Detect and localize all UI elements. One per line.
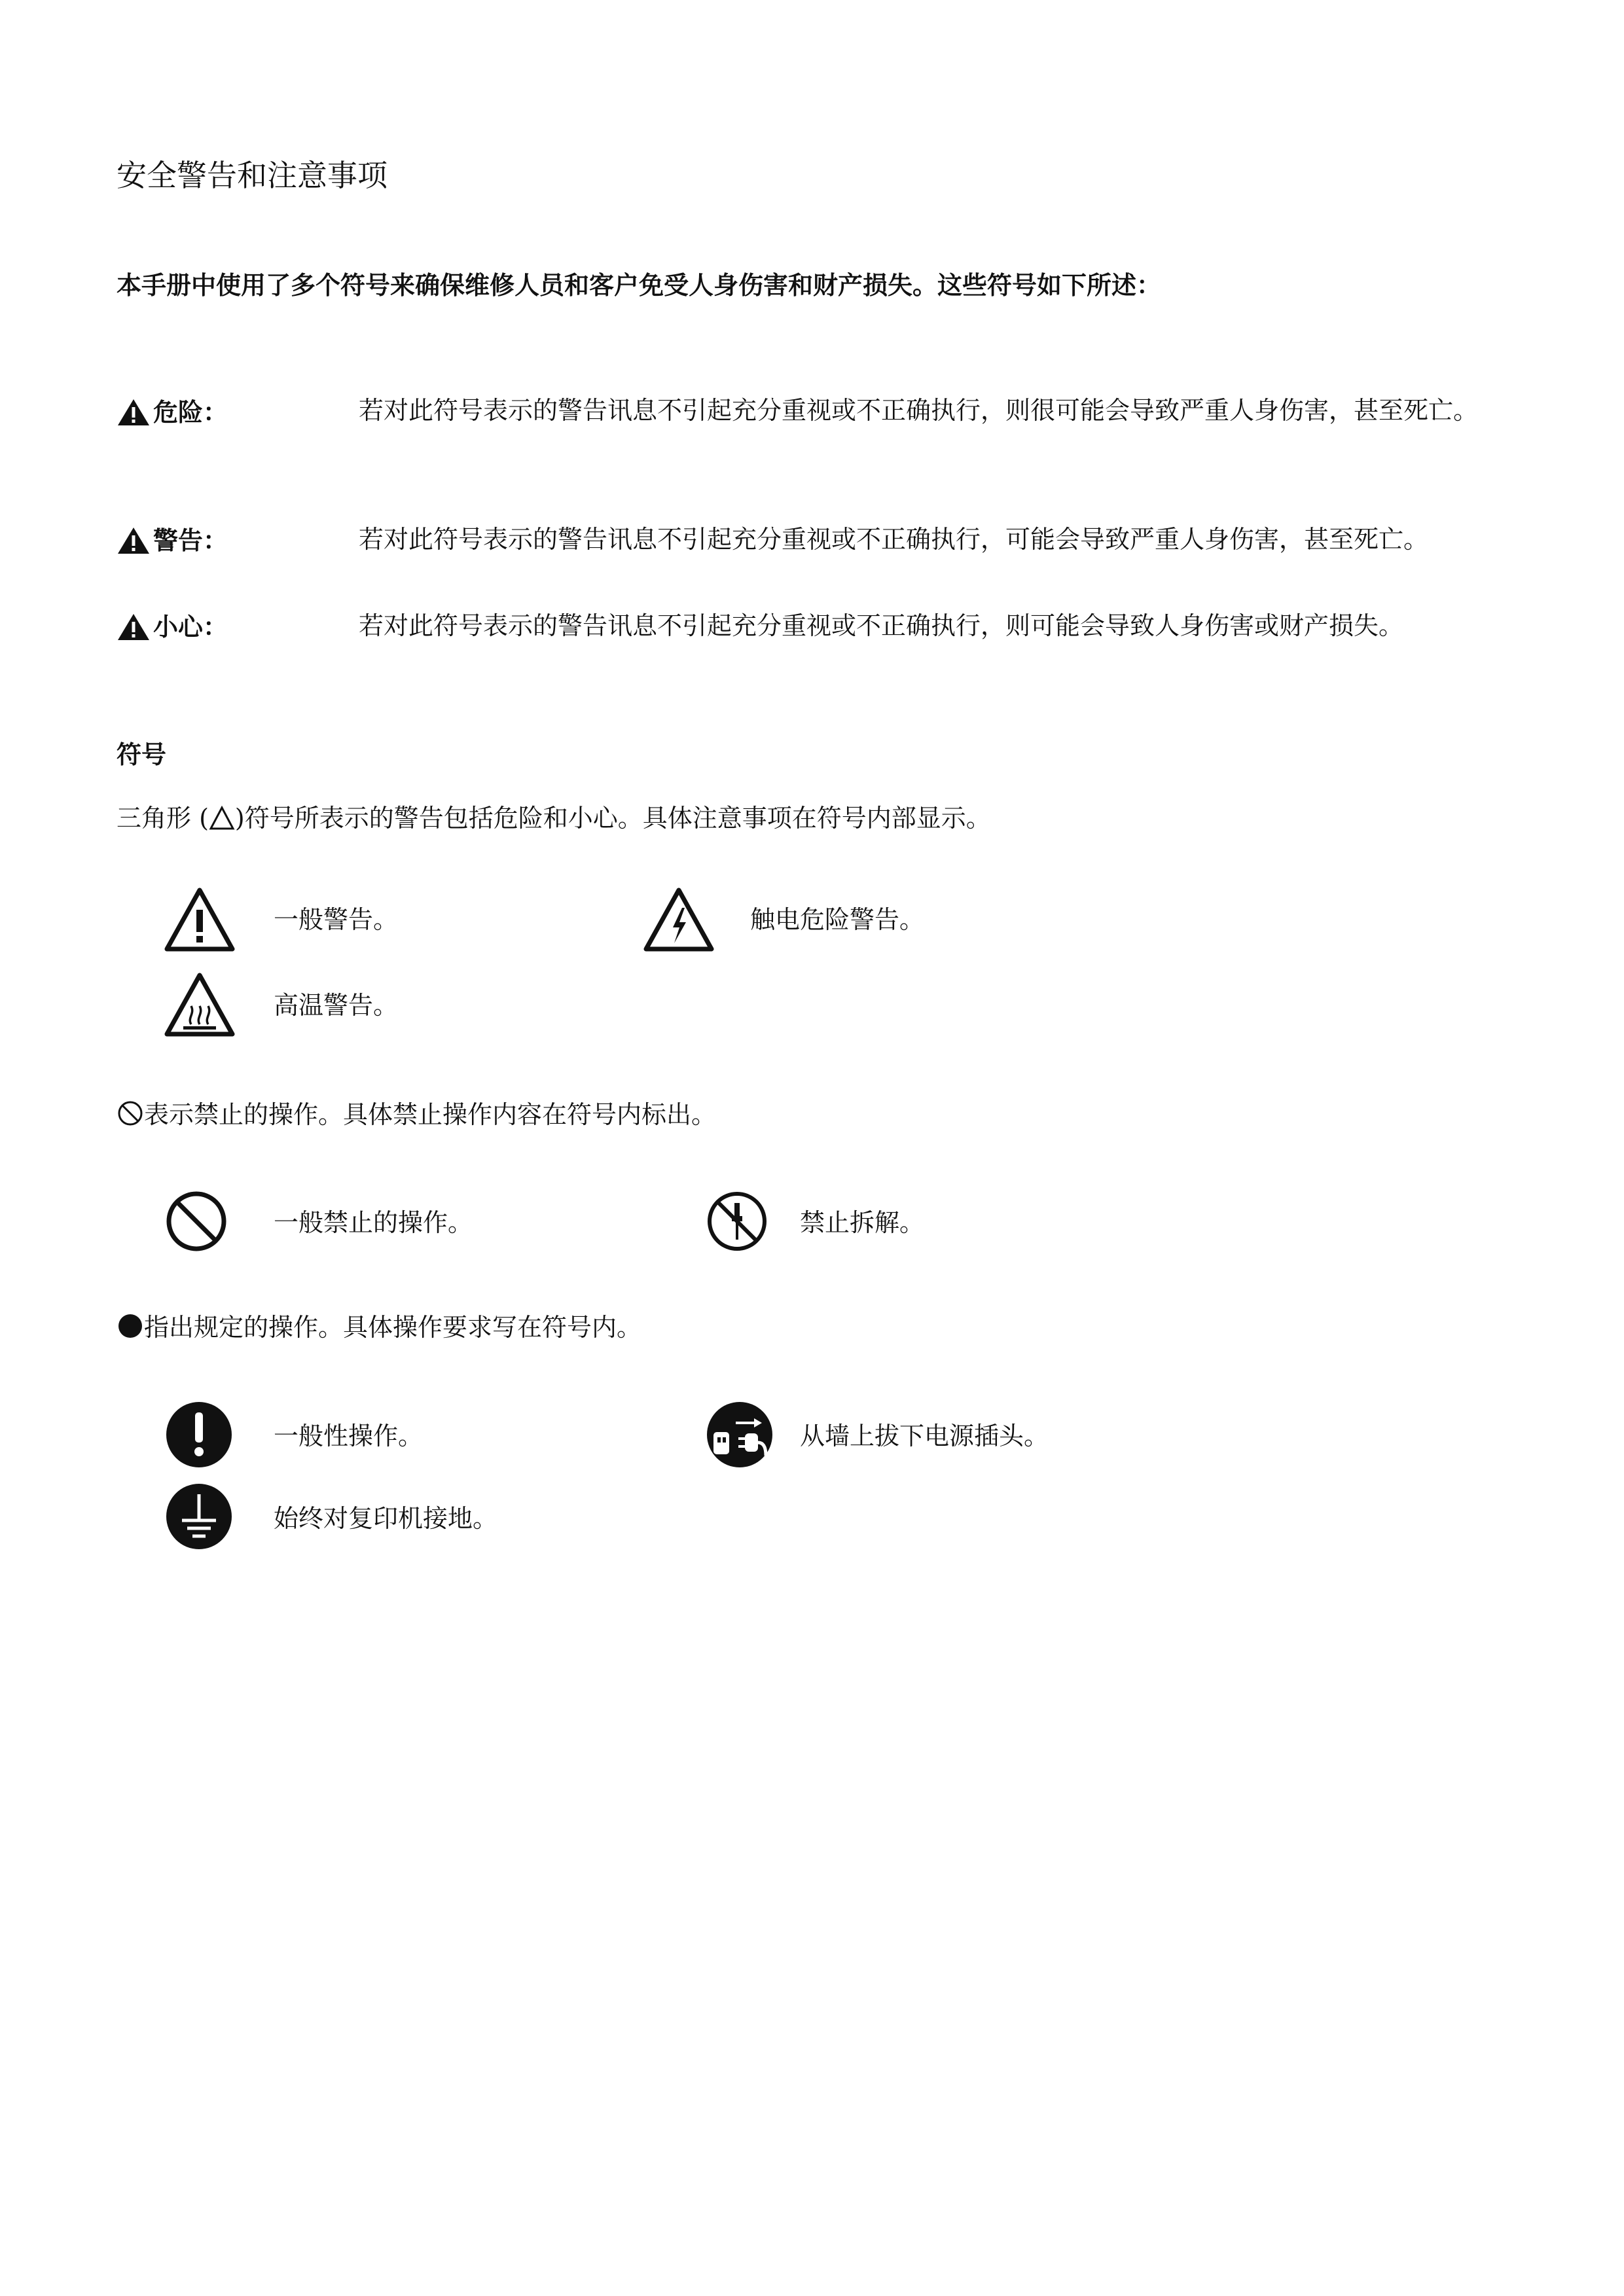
no-disassembly-icon	[706, 1190, 768, 1253]
required-intro	[117, 1309, 641, 1346]
danger-text: 若对此符号表示的警告讯息不引起充分重视或不正确执行，则很可能会导致严重人身伤害，甚至死亡。	[359, 396, 1479, 425]
prohibition-small-icon	[117, 1100, 144, 1127]
electric-shock-warning-icon	[643, 887, 715, 952]
general-action-icon	[165, 1401, 233, 1469]
prohibit-intro-text: 表示禁止的操作。具体禁止操作内容在符号内标出。	[144, 1100, 717, 1129]
intro-text: 本手册中使用了多个符号来确保维修人员和客户免受人身伤害和财产损失。这些符号如下所述：	[117, 270, 1162, 300]
caution-text: 若对此符号表示的警告讯息不引起充分重视或不正确执行，则可能会导致人身伤害或财产损失。	[359, 611, 1404, 640]
symbols-heading: 符号	[117, 740, 167, 769]
general-action-label: 一般性操作。	[274, 1422, 424, 1450]
prohibit-intro	[117, 1096, 716, 1133]
warning-triangle-icon	[117, 613, 151, 641]
triangle-intro-post: )符号所表示的警告包括危险和小心。具体注意事项在符号内部显示。	[234, 804, 991, 833]
danger-label	[117, 394, 228, 431]
triangle-intro-pre: 三角形 (	[117, 804, 209, 833]
outline-triangle-icon	[209, 806, 235, 831]
triangle-intro	[117, 800, 991, 836]
caution-label	[117, 609, 228, 645]
warning-triangle-icon	[117, 526, 151, 555]
page-title: 安全警告和注意事项	[117, 158, 388, 193]
required-intro-text: 指出规定的操作。具体操作要求写在符号内。	[144, 1313, 642, 1342]
high-temperature-warning-icon	[164, 972, 236, 1037]
filled-circle-icon	[117, 1312, 144, 1340]
warning-triangle-icon	[117, 398, 151, 427]
warning-label	[117, 522, 228, 559]
general-warning-icon	[164, 887, 236, 952]
caution-label-text: 小心：	[153, 612, 228, 641]
general-prohibition-icon	[165, 1190, 228, 1253]
danger-label-text: 危险：	[153, 397, 228, 427]
general-prohibition-label: 一般禁止的操作。	[274, 1208, 473, 1237]
electric-shock-label: 触电危险警告。	[750, 905, 925, 934]
warning-text: 若对此符号表示的警告讯息不引起充分重视或不正确执行，可能会导致严重人身伤害，甚至死亡。	[359, 525, 1429, 554]
no-disassembly-label: 禁止拆解。	[800, 1208, 925, 1237]
unplug-power-label: 从墙上拔下电源插头。	[800, 1422, 1049, 1450]
warning-label-text: 警告：	[153, 526, 228, 555]
ground-label: 始终对复印机接地。	[274, 1504, 498, 1533]
high-temperature-label: 高温警告。	[274, 991, 399, 1020]
ground-icon	[165, 1482, 233, 1551]
general-warning-label: 一般警告。	[274, 905, 399, 934]
unplug-power-icon	[706, 1401, 774, 1469]
